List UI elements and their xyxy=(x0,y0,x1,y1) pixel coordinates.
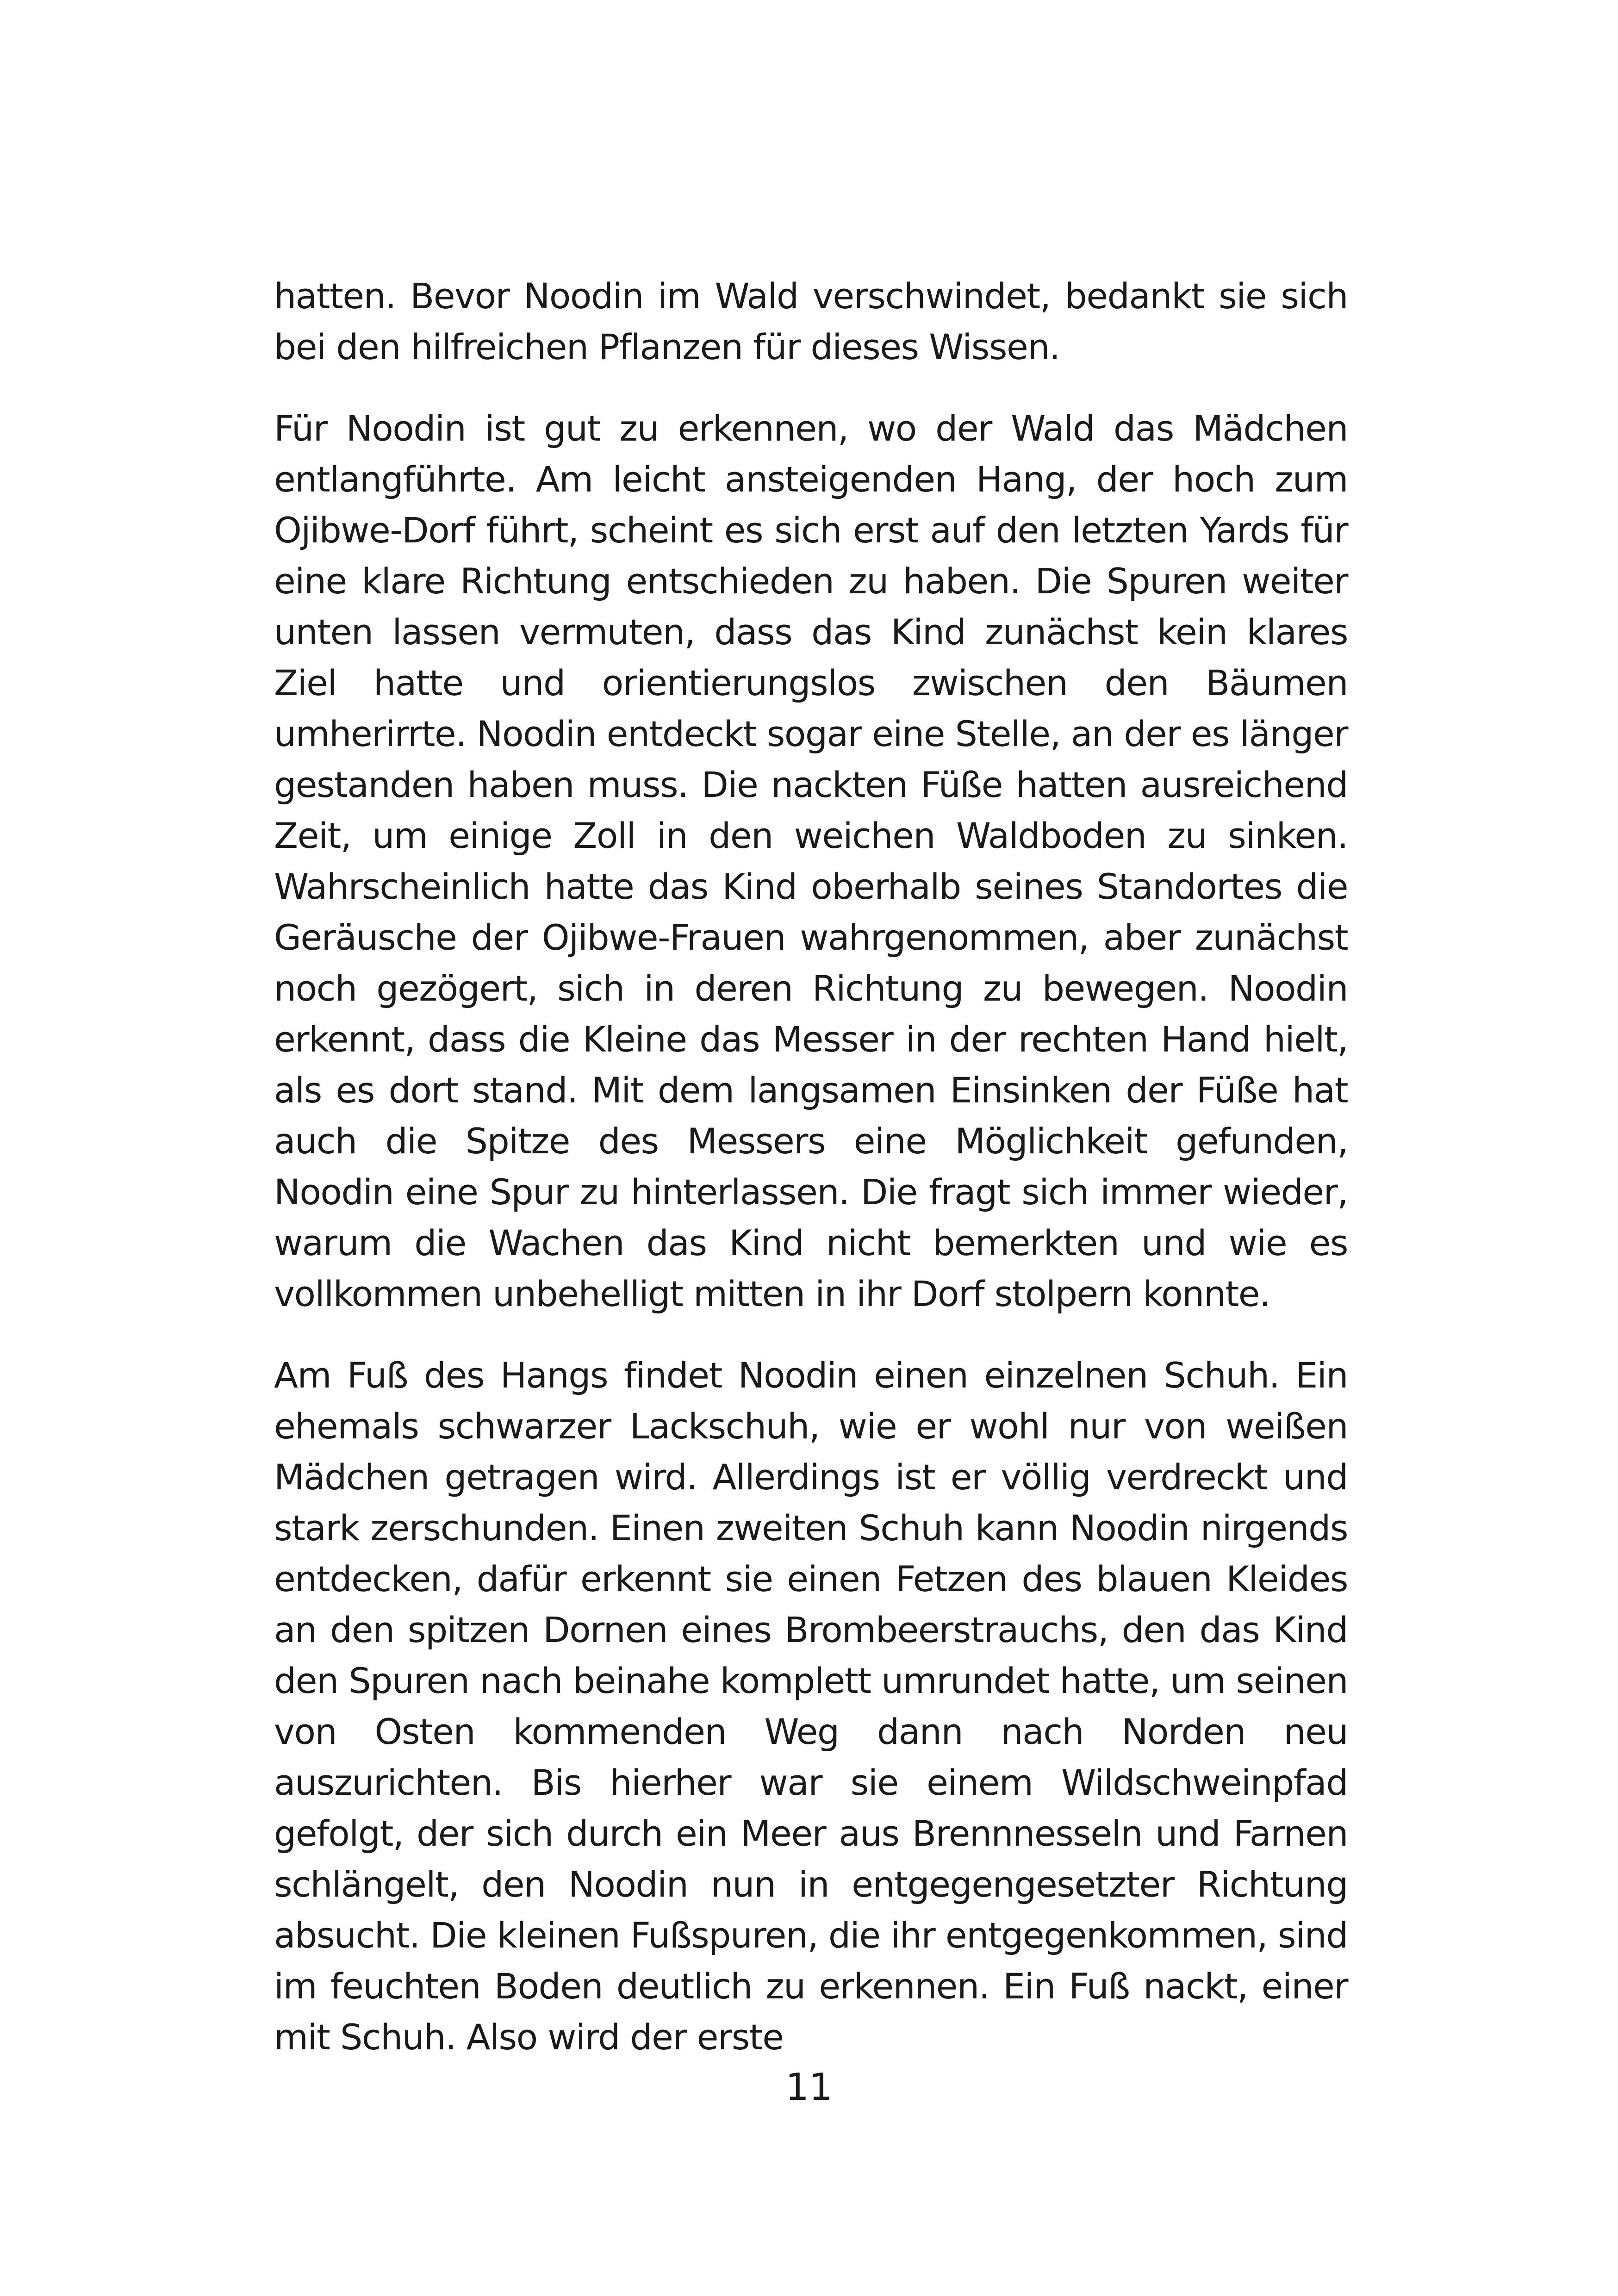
paragraph-1: hatten. Bevor Noodin im Wald verschwindet, bedankt sie sich bei den hilfreichen Pflanzen für dieses Wissen. xyxy=(274,275,1348,367)
page-number: 11 xyxy=(785,2066,833,2109)
paragraph-3: Am Fuß des Hangs findet Noodin einen einzelnen Schuh. Ein ehemals schwarzer Lackschuh, wie er wohl nur von weißen Mädchen getragen wird. Allerdings ist er völlig verdreckt und stark zerschunden. Einen zweiten Schuh kann Noodin nirgends entdecken, dafür erkennt sie einen Fetzen des blauen Kleides an den spitzen Dornen eines Brombeerstrauchs, den das Kind den Spuren nach beinahe komplett umrundet hatte, um seinen von Osten kommenden Weg dann nach Norden neu auszurichten. Bis hierher war sie einem Wildschweinpfad gefolgt, der sich durch ein Meer aus Brennnesseln und Farnen schlängelt, den Noodin nun in entgegengesetzter Richtung absucht. Die kleinen Fußspuren, die ihr entgegenkommen, sind im feuchten Boden deutlich zu erkennen. Ein Fuß nackt, einer mit Schuh. Also wird der erste xyxy=(274,1355,1348,2058)
body-text xyxy=(274,271,1348,2063)
paragraph-2: Für Noodin ist gut zu erkennen, wo der Wald das Mädchen entlangführte. Am leicht ansteigenden Hang, der hoch zum Ojibwe-Dorf führt, scheint es sich erst auf den letzten Yards für eine klare Richtung entschieden zu haben. Die Spuren weiter unten lassen vermuten, dass das Kind zunächst kein klares Ziel hatte und orientierungslos zwischen den Bäumen umherirrte. Noodin entdeckt sogar eine Stelle, an der es länger gestanden haben muss. Die nackten Füße hatten ausreichend Zeit, um einige Zoll in den weichen Waldboden zu sinken. Wahrscheinlich hatte das Kind oberhalb seines Standortes die Geräusche der Ojibwe-Frauen wahrgenommen, aber zunächst noch gezögert, sich in deren Richtung zu bewegen. Noodin erkennt, dass die Kleine das Messer in der rechten Hand hielt, als es dort stand. Mit dem langsamen Einsinken der Füße hat auch die Spitze des Messers eine Möglichkeit gefunden, Noodin eine Spur zu hinterlassen. Die fragt sich immer wieder, warum die Wachen das Kind nicht bemerkten und wie es vollkommen unbehelligt mitten in ihr Dorf stolpern konnte. xyxy=(274,408,1348,1314)
